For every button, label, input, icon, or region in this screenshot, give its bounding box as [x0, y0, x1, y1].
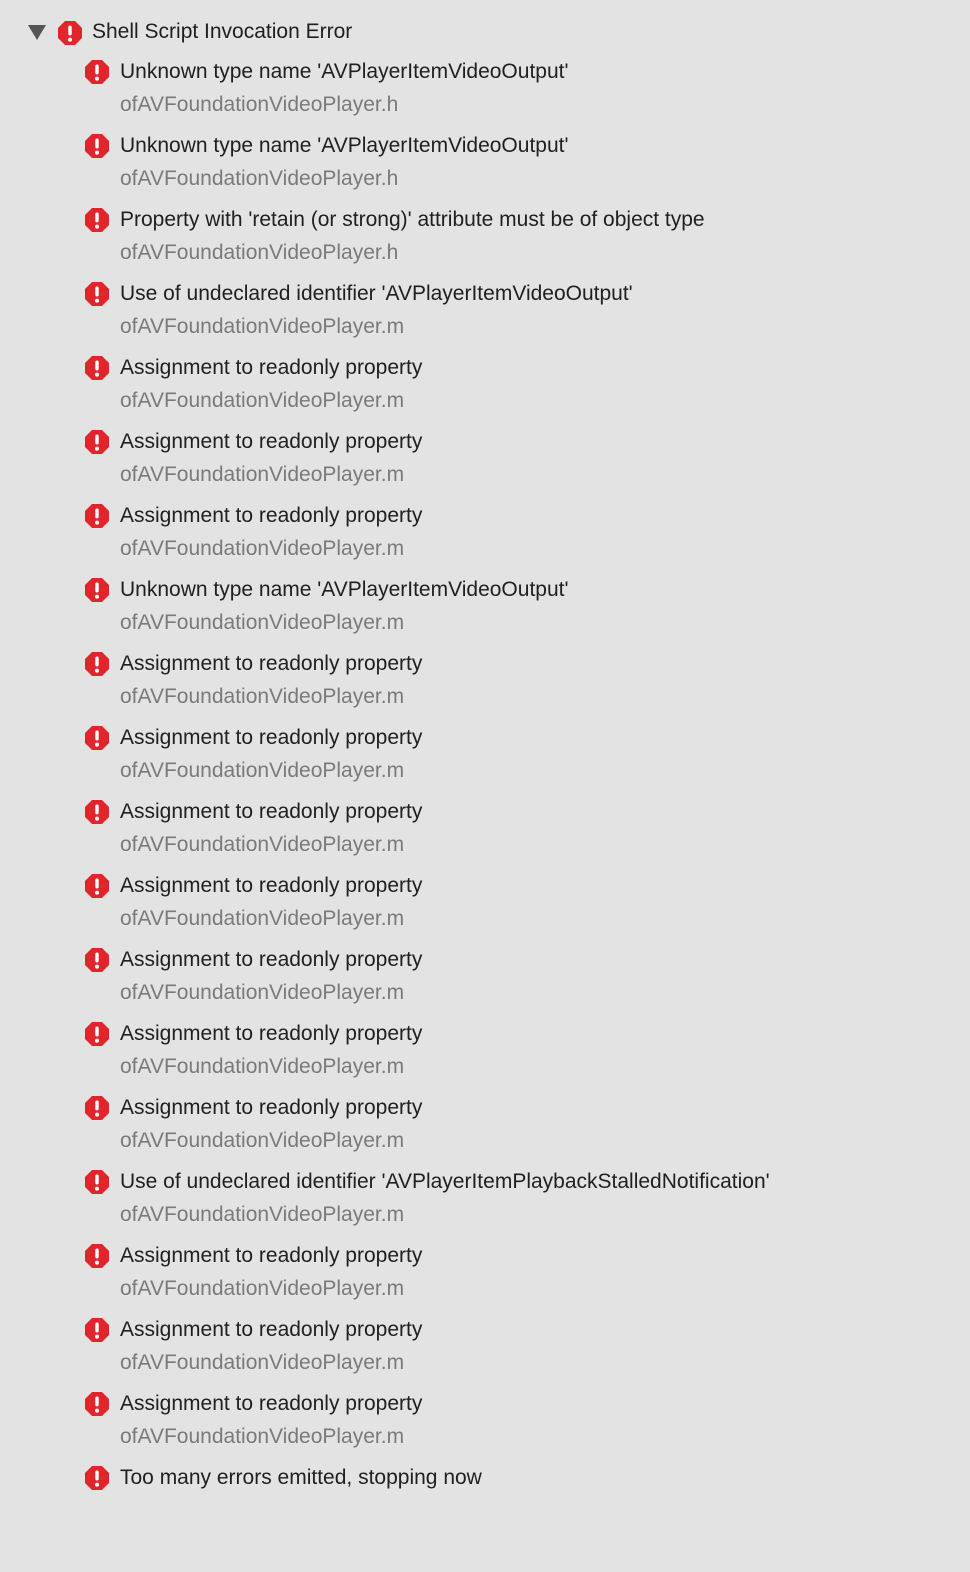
- issue-message: Assignment to readonly property: [120, 1096, 423, 1119]
- issue-file-name: ofAVFoundationVideoPlayer.m: [120, 981, 405, 1004]
- issue-file-name: ofAVFoundationVideoPlayer.h: [120, 93, 399, 116]
- issue-message: Assignment to readonly property: [120, 504, 423, 527]
- issue-row[interactable]: [0, 499, 970, 573]
- issue-list: [0, 55, 970, 1535]
- issue-message: Assignment to readonly property: [120, 726, 423, 749]
- issue-row[interactable]: [0, 869, 970, 943]
- issue-message: Assignment to readonly property: [120, 948, 423, 971]
- issue-row[interactable]: [0, 1091, 970, 1165]
- issue-file-name: ofAVFoundationVideoPlayer.h: [120, 241, 399, 264]
- issue-row[interactable]: [0, 55, 970, 129]
- issue-message: Assignment to readonly property: [120, 356, 423, 379]
- error-icon: [84, 429, 110, 455]
- issue-message: Assignment to readonly property: [120, 1392, 423, 1415]
- issue-file-name: ofAVFoundationVideoPlayer.m: [120, 685, 405, 708]
- issue-message: Assignment to readonly property: [120, 652, 423, 675]
- error-icon: [84, 133, 110, 159]
- error-icon: [84, 725, 110, 751]
- disclosure-triangle-icon[interactable]: [28, 25, 46, 40]
- issue-file-name: ofAVFoundationVideoPlayer.m: [120, 537, 405, 560]
- issue-row[interactable]: [0, 425, 970, 499]
- issue-message: Assignment to readonly property: [120, 1022, 423, 1045]
- issue-row[interactable]: [0, 1239, 970, 1313]
- error-icon: [84, 503, 110, 529]
- issue-row[interactable]: [0, 795, 970, 869]
- issue-group-shell-script-invocation-error[interactable]: [0, 14, 970, 50]
- issue-file-name: ofAVFoundationVideoPlayer.m: [120, 1129, 405, 1152]
- error-icon: [84, 281, 110, 307]
- issue-row[interactable]: [0, 1461, 970, 1535]
- error-icon: [84, 799, 110, 825]
- issue-message: Use of undeclared identifier 'AVPlayerItemVideoOutput': [120, 282, 633, 305]
- issue-file-name: ofAVFoundationVideoPlayer.m: [120, 463, 405, 486]
- error-icon: [84, 577, 110, 603]
- issue-file-name: ofAVFoundationVideoPlayer.m: [120, 759, 405, 782]
- error-icon: [84, 1317, 110, 1343]
- issue-message: Too many errors emitted, stopping now: [120, 1466, 482, 1489]
- issue-row[interactable]: [0, 129, 970, 203]
- issue-file-name: ofAVFoundationVideoPlayer.m: [120, 611, 405, 634]
- issue-message: Unknown type name 'AVPlayerItemVideoOutput': [120, 60, 569, 83]
- error-icon: [84, 1465, 110, 1491]
- error-icon: [84, 1169, 110, 1195]
- issue-message: Assignment to readonly property: [120, 430, 423, 453]
- issue-message: Unknown type name 'AVPlayerItemVideoOutput': [120, 134, 569, 157]
- issue-row[interactable]: [0, 647, 970, 721]
- issue-message: Assignment to readonly property: [120, 800, 423, 823]
- issue-message: Assignment to readonly property: [120, 874, 423, 897]
- issue-message: Property with 'retain (or strong)' attribute must be of object type: [120, 208, 705, 231]
- issue-file-name: ofAVFoundationVideoPlayer.m: [120, 1351, 405, 1374]
- error-icon: [57, 20, 83, 46]
- issue-row[interactable]: [0, 277, 970, 351]
- issue-file-name: ofAVFoundationVideoPlayer.m: [120, 315, 405, 338]
- issue-row[interactable]: [0, 1017, 970, 1091]
- issue-row[interactable]: [0, 1165, 970, 1239]
- issue-file-name: ofAVFoundationVideoPlayer.m: [120, 389, 405, 412]
- error-icon: [84, 947, 110, 973]
- issue-file-name: ofAVFoundationVideoPlayer.m: [120, 1203, 405, 1226]
- issue-file-name: ofAVFoundationVideoPlayer.m: [120, 1277, 405, 1300]
- issue-file-name: ofAVFoundationVideoPlayer.h: [120, 167, 399, 190]
- issue-message: Assignment to readonly property: [120, 1244, 423, 1267]
- error-icon: [84, 1095, 110, 1121]
- issue-row[interactable]: [0, 351, 970, 425]
- error-icon: [84, 59, 110, 85]
- issue-file-name: ofAVFoundationVideoPlayer.m: [120, 1055, 405, 1078]
- error-icon: [84, 1243, 110, 1269]
- issue-file-name: ofAVFoundationVideoPlayer.m: [120, 833, 405, 856]
- issue-message: Use of undeclared identifier 'AVPlayerItemPlaybackStalledNotification': [120, 1170, 770, 1193]
- error-icon: [84, 1021, 110, 1047]
- issue-message: Assignment to readonly property: [120, 1318, 423, 1341]
- issue-row[interactable]: [0, 721, 970, 795]
- issue-message: Unknown type name 'AVPlayerItemVideoOutput': [120, 578, 569, 601]
- error-icon: [84, 207, 110, 233]
- issue-row[interactable]: [0, 573, 970, 647]
- error-icon: [84, 651, 110, 677]
- group-title: Shell Script Invocation Error: [92, 20, 353, 43]
- issue-row[interactable]: [0, 203, 970, 277]
- issue-row[interactable]: [0, 1387, 970, 1461]
- error-icon: [84, 355, 110, 381]
- error-icon: [84, 873, 110, 899]
- issue-row[interactable]: [0, 943, 970, 1017]
- issue-file-name: ofAVFoundationVideoPlayer.m: [120, 1425, 405, 1448]
- issue-row[interactable]: [0, 1313, 970, 1387]
- issue-file-name: ofAVFoundationVideoPlayer.m: [120, 907, 405, 930]
- error-icon: [84, 1391, 110, 1417]
